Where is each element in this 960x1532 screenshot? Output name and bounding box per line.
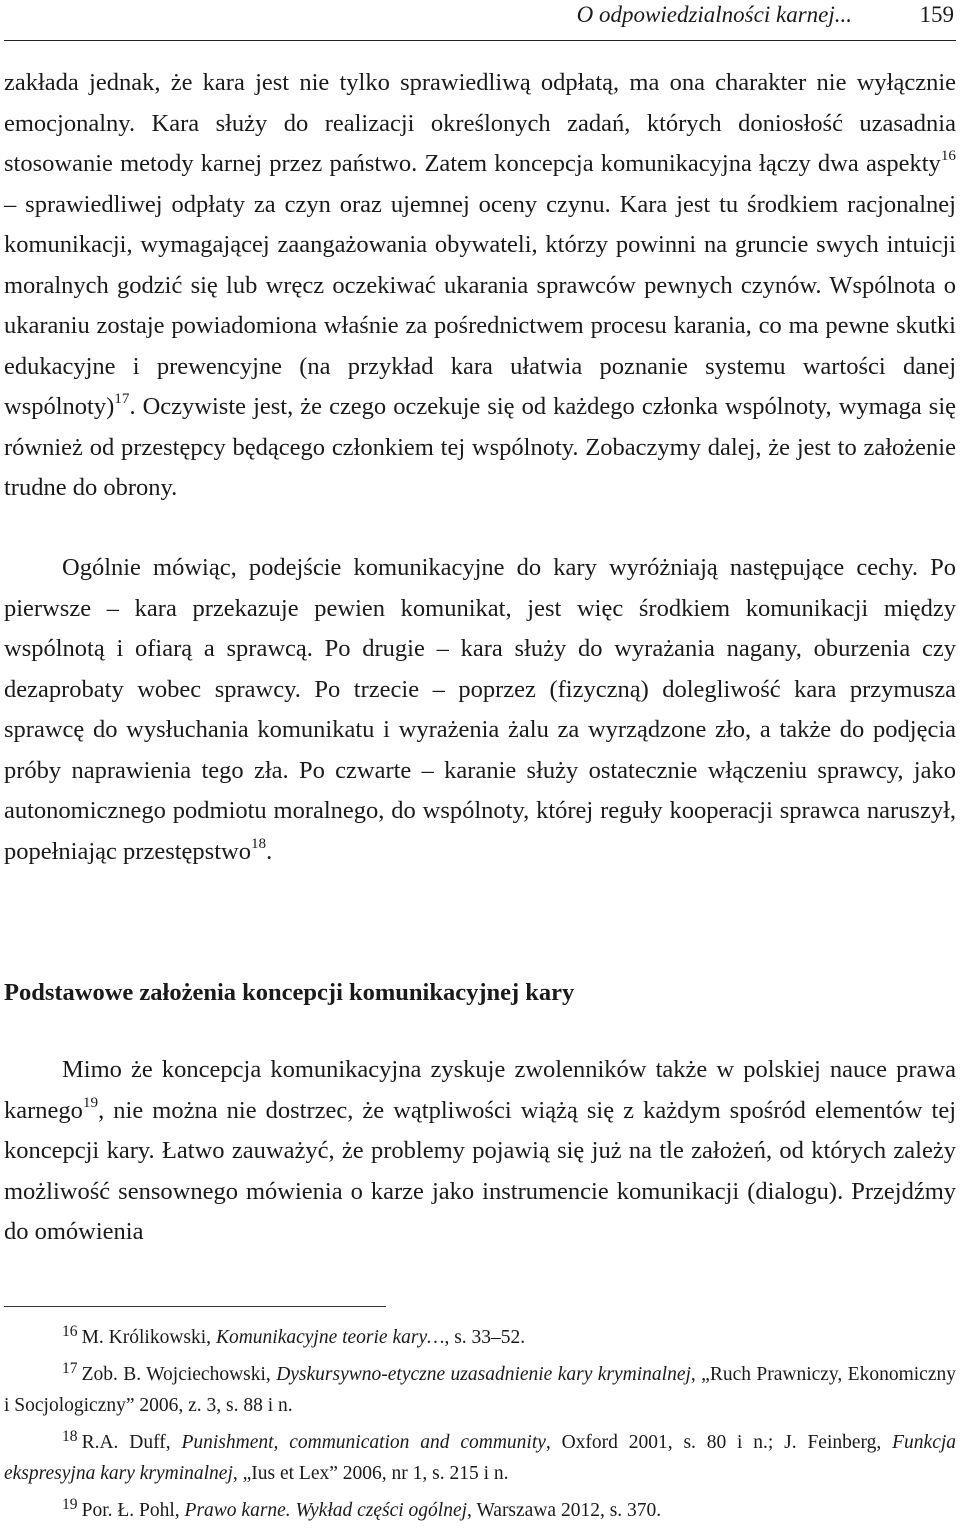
footnote-ref-19[interactable]: 19 [82, 1093, 99, 1111]
page-number: 159 [919, 2, 954, 27]
footnote-ref-16[interactable]: 16 [940, 147, 956, 165]
footnote-number: 19 [62, 1495, 78, 1513]
footnote-16 [4, 1322, 956, 1353]
footnote-19 [4, 1495, 956, 1526]
p1-text-c: . Oczywiste jest, że czego oczekuje się od każdego członka wspólnoty, wymaga się również od przestępcy będącego członkiem tej wspólnoty. Zobaczymy dalej, że jest to założenie trudne do obrony. [4, 393, 956, 501]
p2-text-a: Ogólnie mówiąc, podejście komunikacyjne do kary wyróżniają następujące cechy. Po pierwsze – kara przekazuje pewien komunikat, jest więc środkiem komunikacji między wspólnotą i ofiarą a sprawcą. Po drugie – kara służy do wyrażania nagany, oburzenia czy dezaprobaty wobec sprawcy. Po trzecie – poprzez (fizyczną) dolegliwość kara przymusza sprawcę do wysłuchania komunikatu i wyrażenia żalu za wyrządzone zło, a także do podjęcia próby naprawienia tego zła. Po czwarte – karanie służy ostatecznie włączeniu sprawcy, jako autonomicznego podmiotu moralnego, do wspólnoty, której reguły kooperacji sprawca naruszył, popełniając przestępstwo [4, 554, 956, 865]
footnote-text: , Warszawa 2012, s. 370. [467, 1500, 662, 1521]
footnote-text: , „Ius et Lex” 2006, nr 1, s. 215 i n. [232, 1463, 509, 1484]
footnote-title: Dyskursywno-etyczne uzasadnienie kary kryminalnej [276, 1364, 691, 1385]
footnote-text: , Oxford 2001, s. 80 i n.; J. Feinberg, [545, 1432, 893, 1453]
footnote-18 [4, 1427, 956, 1489]
footnote-text: , s. 33–52. [444, 1327, 526, 1348]
footnote-number: 16 [62, 1322, 78, 1340]
footnote-title: Prawo karne. Wykład części ogólnej [184, 1500, 468, 1521]
header-rule [4, 40, 956, 41]
footnote-17 [4, 1359, 956, 1421]
paragraph-3 [4, 1050, 956, 1253]
footnote-text: R.A. Duff, [81, 1432, 182, 1453]
p3-text-a: Mimo że koncepcja komunikacyjna zyskuje zwolenników także w polskiej nauce prawa karnego [4, 1056, 956, 1124]
footnote-text: M. Królikowski, [81, 1327, 216, 1348]
footnote-title: Funkcja ekspresyjna kary kryminalnej [4, 1432, 957, 1484]
paragraph-1 [4, 63, 956, 509]
footnote-title: Komunikacyjne teorie kary… [215, 1327, 445, 1348]
footnote-separator [4, 1306, 386, 1307]
footnote-text: Por. Ł. Pohl, [81, 1500, 185, 1521]
paragraph-2 [4, 548, 956, 872]
footnote-text: , „Ruch Prawniczy, Ekonomiczny i Socjologiczny” 2006, z. 3, s. 88 i n. [4, 1364, 956, 1416]
section-heading: Podstawowe założenia koncepcji komunikacyjnej kary [4, 979, 575, 1006]
footnote-title: Punishment, communication and community [181, 1432, 546, 1453]
p1-text-a: zakłada jednak, że kara jest nie tylko sprawiedliwą odpłatą, ma ona charakter nie wyłącznie emocjonalny. Kara służy do realizacji określonych zadań, których doniosłość uzasadnia stosowanie metody karnej przez państwo. Zatem koncepcja komunikacyjna łączy dwa aspekty [4, 69, 956, 177]
footnote-ref-17[interactable]: 17 [114, 390, 130, 408]
footnotes [4, 1322, 956, 1532]
footnote-number: 18 [62, 1427, 78, 1445]
footnote-ref-18[interactable]: 18 [250, 834, 267, 852]
p2-text-b: . [266, 837, 273, 865]
p1-text-b: – sprawiedliwej odpłaty za czyn oraz ujemnej oceny czynu. Kara jest tu środkiem racjonalnej komunikacji, wymagającej zaangażowania obywateli, którzy powinni na gruncie swych intuicji moralnych godzić się lub wręcz oczekiwać ukarania sprawców pewnych czynów. Wspólnota o ukaraniu zostaje powiadomiona właśnie za pośrednictwem procesu karania, co ma pewne skutki edukacyjne i prewencyjne (na przykład kara ułatwia poznanie systemu wartości danej wspólnoty) [4, 190, 956, 420]
footnote-text: Zob. B. Wojciechowski, [81, 1364, 277, 1385]
running-head-title: O odpowiedzialności karnej... [576, 2, 852, 27]
p3-text-b: , nie można nie dostrzec, że wątpliwości wiążą się z każdym spośród elementów tej koncepcji kary. Łatwo zauważyć, że problemy pojawią się już na tle założeń, od których zależy możliwość sensownego mówienia o karze jako instrumencie komunikacji (dialogu). Przejdźmy do omówienia [4, 1096, 956, 1245]
running-head [0, 0, 960, 40]
footnote-number: 17 [62, 1359, 78, 1377]
